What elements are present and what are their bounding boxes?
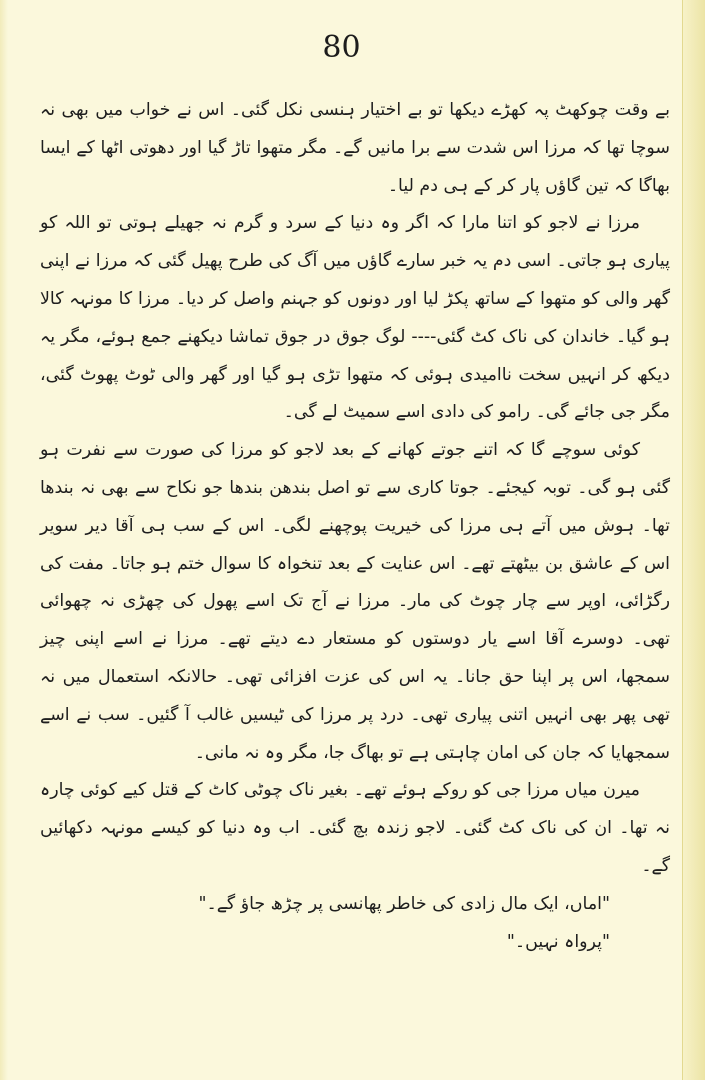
paragraph-3: کوئی سوچے گا کہ اتنے جوتے کھانے کے بعد لاجو کو مرزا کی صورت سے نفرت ہو گئی ہو گی۔ توبہ کیجئے۔ جوتا کاری سے تو اصل بندھن بندھا جو نکاح سے بھی نہ بندھا تھا۔ ہوش میں آتے ہی مرزا کی خیریت پوچھنے لگی۔ اس کے سب ہی آقا دیر سویر اس کے عاشق بن بیٹھتے تھے۔ اس عنایت کے بعد تنخواہ کا سوال ختم ہو جاتا۔ مفت کی رگڑائی، اوپر سے چار چوٹ کی مار۔ مرزا نے آج تک اسے پھول کی چھڑی نہ چھوائی تھی۔ دوسرے آقا اسے یار دوستوں کو مستعار دے دیتے تھے۔ مرزا نے اسے اپنی چیز سمجھا، اس پر اپنا حق جانا۔ یہ اس کی عزت افزائی تھی۔ حالانکہ استعمال میں نہ تھی پھر بھی انہیں اتنی پیاری تھی۔ درد پر مرزا کی ٹیسیں غالب آ گئیں۔ سب نے اسے سمجھایا کہ جان کی امان چاہتی ہے تو بھاگ جا، مگر وہ نہ مانی۔ xyxy=(40,440,670,763)
paragraph-2: مرزا نے لاجو کو اتنا مارا کہ اگر وہ دنیا کے سرد و گرم نہ جھیلے ہوتی تو اللہ کو پیاری ہو جاتی۔ اسی دم یہ خبر سارے گاؤں میں آگ کی طرح پھیل گئی کہ مرزا نے اپنی گھر والی کو متھوا کے ساتھ پکڑ لیا اور دونوں کو جہنم واصل کر دیا۔ مرزا کا مونہہ کالا ہو گیا۔ خاندان کی ناک کٹ گئی---- لوگ جوق در جوق تماشا دیکھنے جمع ہوئے، مگر یہ دیکھ کر انہیں سخت ناامیدی ہوئی کہ متھوا تڑی ہو گیا اور گھر والی ٹوٹ پھوٹ گئی، مگر جی جائے گی۔ رامو کی دادی اسے سمیٹ لے گی۔ xyxy=(40,213,670,423)
page-number: 80 xyxy=(322,30,361,65)
paragraph-1: بے وقت چوکھٹ پہ کھڑے دیکھا تو بے اختیار ہنسی نکل گئی۔ اس نے خواب میں بھی نہ سوچا تھا کہ مرزا اس شدت سے برا مانیں گے۔ مگر متھوا تاڑ گیا اور دھوتی اٹھا کے ایسا بھاگا کہ تین گاؤں پار کر کے ہی دم لیا۔ xyxy=(40,100,670,196)
page-gutter-shadow xyxy=(0,0,8,1080)
dialogue-line-2: "پرواہ نہیں۔" xyxy=(506,931,610,952)
paragraph-4: میرن میاں مرزا جی کو روکے ہوئے تھے۔ بغیر ناک چوٹی کاٹ کے قتل کیے کوئی چارہ نہ تھا۔ ان کی ناک کٹ گئی۔ لاجو زندہ بچ گئی۔ اب وہ دنیا کو کیسے مونہہ دکھائیں گے۔ xyxy=(40,780,670,876)
page-edge xyxy=(682,0,705,1080)
dialogue-line-1: "اماں، ایک مال زادی کی خاطر پھانسی پر چڑھ جاؤ گے۔" xyxy=(198,893,610,914)
body-text xyxy=(40,92,670,961)
